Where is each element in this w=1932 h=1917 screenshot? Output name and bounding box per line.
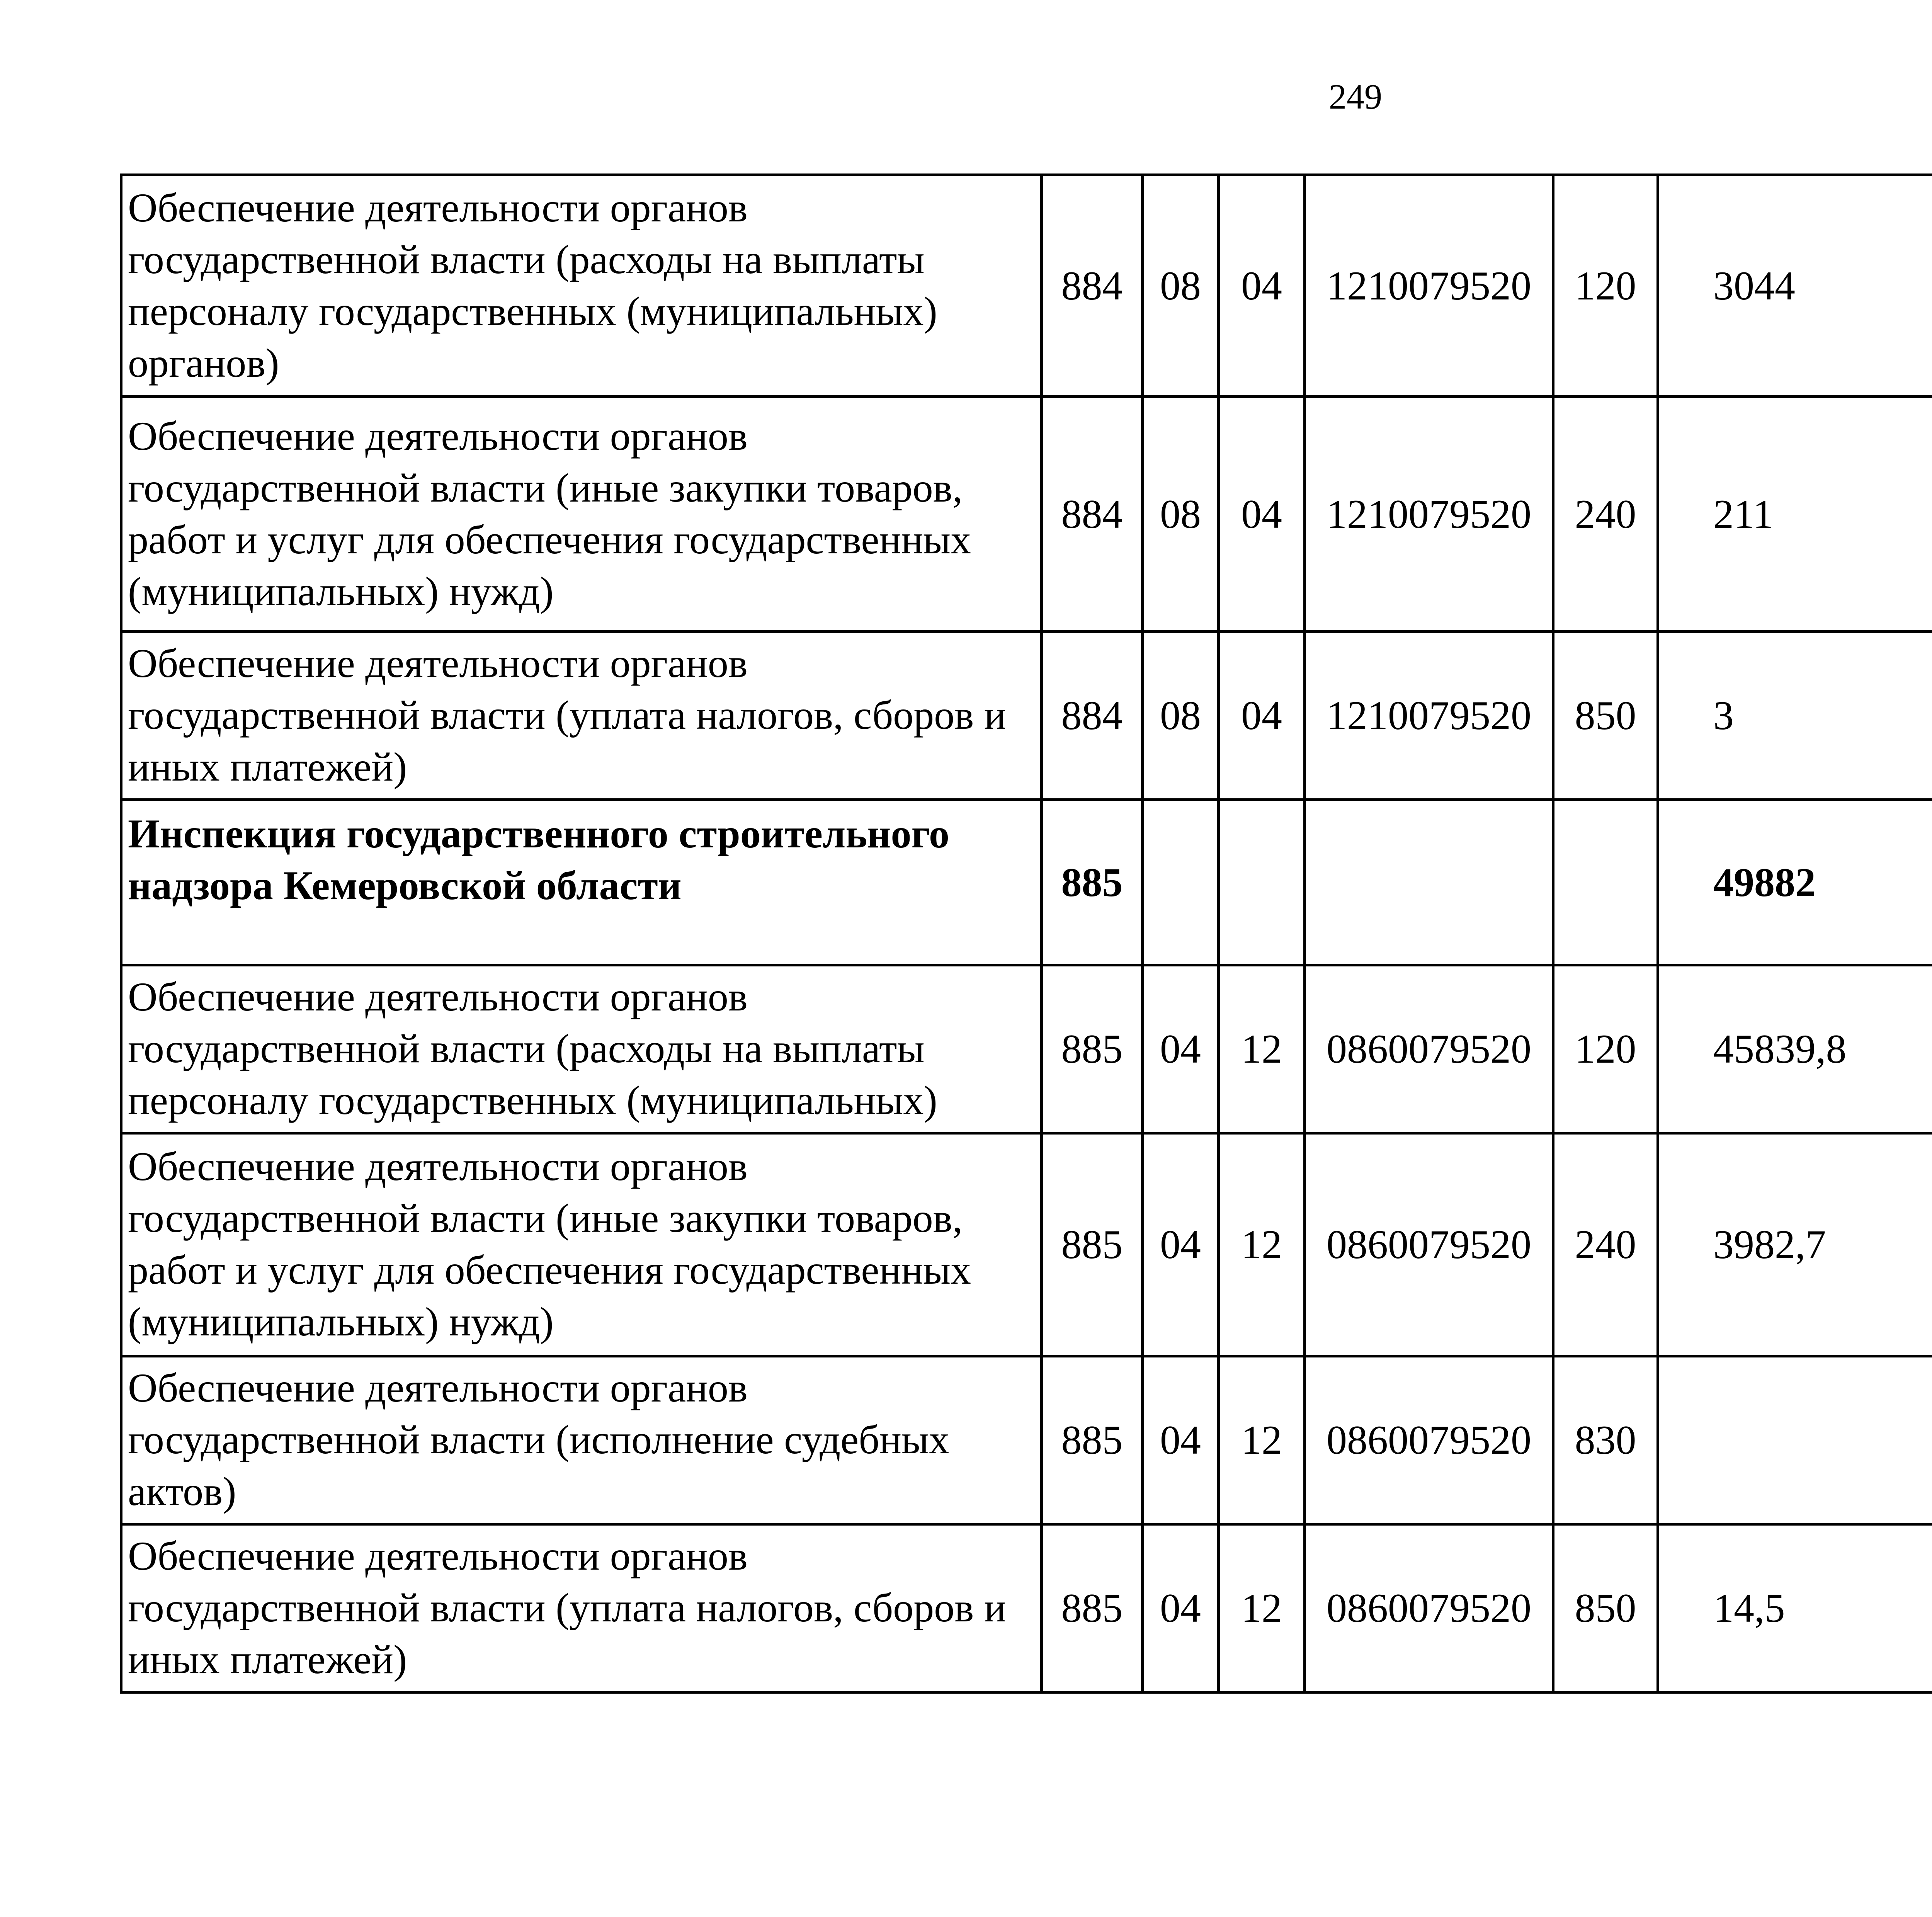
table-row xyxy=(121,1133,1932,1356)
description-cell: Обеспечение деятельности органов государственной власти (уплата налогов, сборов и иных платежей) xyxy=(121,1524,1042,1692)
section-cell: 08 xyxy=(1143,632,1219,800)
table-row xyxy=(121,1524,1932,1692)
target-article-cell: 1210079520 xyxy=(1305,397,1553,632)
section-cell: 04 xyxy=(1143,1133,1219,1356)
section-cell: 04 xyxy=(1143,1356,1219,1524)
amount-year1-cell: 211 xyxy=(1658,397,1932,632)
amount-year1-cell: 3 xyxy=(1658,632,1932,800)
target-article-cell: 1210079520 xyxy=(1305,175,1553,397)
target-article-cell: 0860079520 xyxy=(1305,1524,1553,1692)
page-number: 249 xyxy=(1329,77,1382,116)
table-body xyxy=(121,175,1932,1692)
subsection-cell: 12 xyxy=(1219,1356,1305,1524)
table-section-row xyxy=(121,800,1932,965)
admin-code-cell: 884 xyxy=(1042,632,1143,800)
budget-table xyxy=(120,173,1932,1694)
section-cell: 04 xyxy=(1143,965,1219,1133)
table-row xyxy=(121,175,1932,397)
subsection-cell: 04 xyxy=(1219,632,1305,800)
target-article-cell: 0860079520 xyxy=(1305,1133,1553,1356)
admin-code-cell: 885 xyxy=(1042,800,1143,965)
subsection-cell: 04 xyxy=(1219,175,1305,397)
amount-year1-cell: 14,5 xyxy=(1658,1524,1932,1692)
subsection-cell: 12 xyxy=(1219,1133,1305,1356)
expense-type-cell: 240 xyxy=(1553,1133,1658,1356)
amount-year1-cell xyxy=(1658,1356,1932,1524)
section-cell: 08 xyxy=(1143,397,1219,632)
admin-code-cell: 885 xyxy=(1042,1133,1143,1356)
admin-code-cell: 885 xyxy=(1042,1356,1143,1524)
table-row xyxy=(121,1356,1932,1524)
admin-code-cell: 885 xyxy=(1042,965,1143,1133)
description-cell: Обеспечение деятельности органов государственной власти (уплата налогов, сборов и иных платежей) xyxy=(121,632,1042,800)
description-cell: Обеспечение деятельности органов государственной власти (иные закупки товаров, работ и услуг для обеспечения государственных (муниципальных) нужд) xyxy=(121,397,1042,632)
table-row xyxy=(121,632,1932,800)
target-article-cell: 0860079520 xyxy=(1305,965,1553,1133)
table-row xyxy=(121,965,1932,1133)
table-row xyxy=(121,397,1932,632)
expense-type-cell: 830 xyxy=(1553,1356,1658,1524)
subsection-cell: 12 xyxy=(1219,965,1305,1133)
subsection-cell: 04 xyxy=(1219,397,1305,632)
section-cell xyxy=(1143,800,1219,965)
amount-year1-cell: 45839,8 xyxy=(1658,965,1932,1133)
section-cell: 08 xyxy=(1143,175,1219,397)
admin-code-cell: 884 xyxy=(1042,175,1143,397)
subsection-cell xyxy=(1219,800,1305,965)
amount-year1-cell: 3044 xyxy=(1658,175,1932,397)
admin-code-cell: 885 xyxy=(1042,1524,1143,1692)
description-cell: Инспекция государственного строительного надзора Кемеровской области xyxy=(121,800,1042,965)
description-cell: Обеспечение деятельности органов государственной власти (исполнение судебных актов) xyxy=(121,1356,1042,1524)
target-article-cell xyxy=(1305,800,1553,965)
section-cell: 04 xyxy=(1143,1524,1219,1692)
description-cell: Обеспечение деятельности органов государственной власти (расходы на выплаты персоналу государственных (муниципальных) органов) xyxy=(121,175,1042,397)
subsection-cell: 12 xyxy=(1219,1524,1305,1692)
description-cell: Обеспечение деятельности органов государственной власти (иные закупки товаров, работ и услуг для обеспечения государственных (муниципальных) нужд) xyxy=(121,1133,1042,1356)
admin-code-cell: 884 xyxy=(1042,397,1143,632)
description-cell: Обеспечение деятельности органов государственной власти (расходы на выплаты персоналу государственных (муниципальных) xyxy=(121,965,1042,1133)
expense-type-cell xyxy=(1553,800,1658,965)
target-article-cell: 0860079520 xyxy=(1305,1356,1553,1524)
target-article-cell: 1210079520 xyxy=(1305,632,1553,800)
amount-year1-cell: 49882 xyxy=(1658,800,1932,965)
expense-type-cell: 850 xyxy=(1553,1524,1658,1692)
amount-year1-cell: 3982,7 xyxy=(1658,1133,1932,1356)
expense-type-cell: 850 xyxy=(1553,632,1658,800)
expense-type-cell: 240 xyxy=(1553,397,1658,632)
expense-type-cell: 120 xyxy=(1553,175,1658,397)
expense-type-cell: 120 xyxy=(1553,965,1658,1133)
